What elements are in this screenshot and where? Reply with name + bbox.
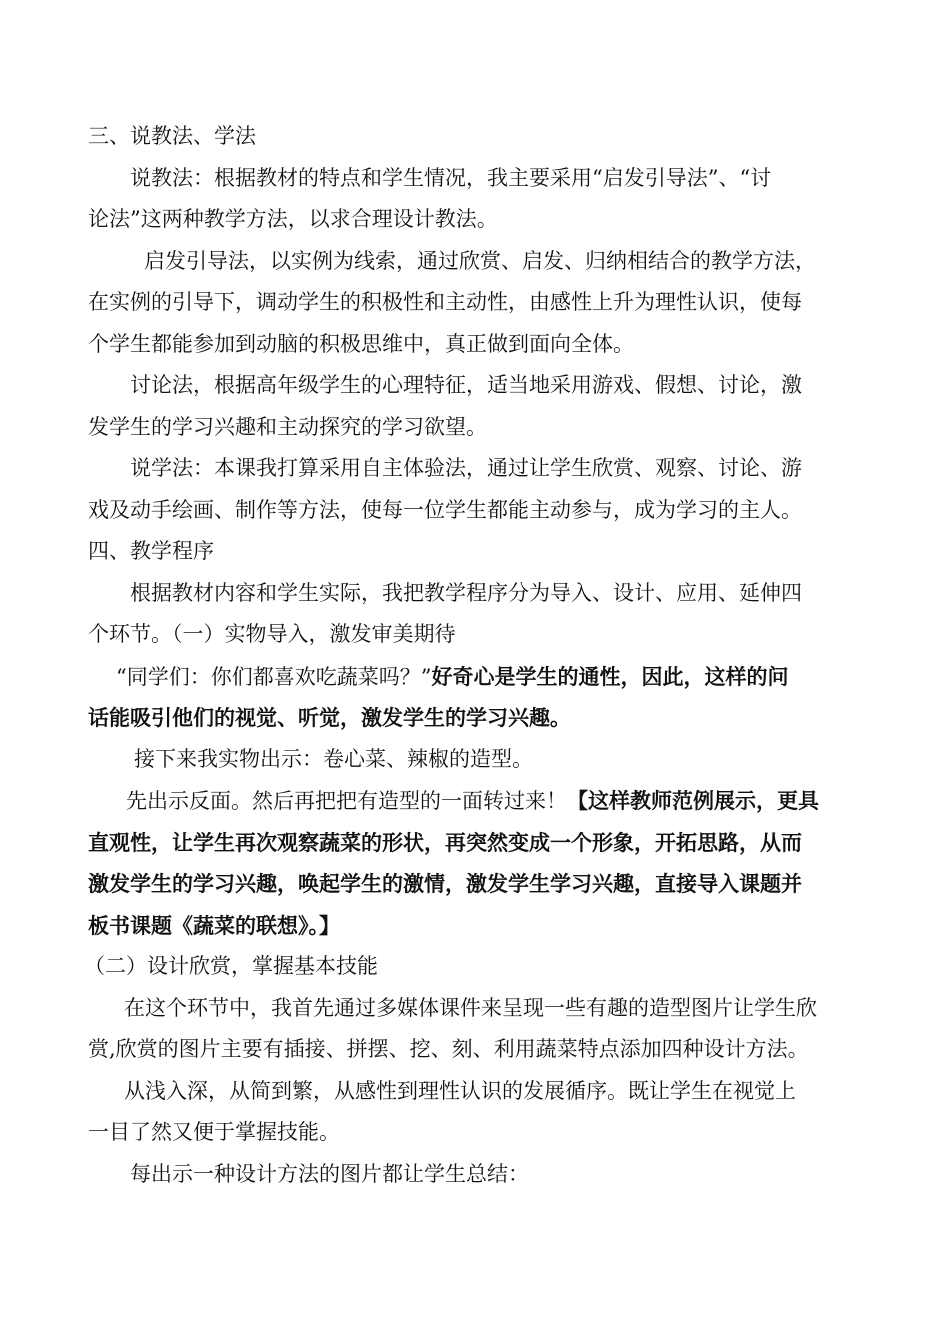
paragraph-line (88, 780, 864, 822)
paragraph-line: 一目了然又便于掌握技能。 (88, 1120, 340, 1144)
emphasis-text: 好奇心是学生的通性，因此，这样的问 (431, 663, 789, 689)
paragraph-line: 戏及动手绘画、制作等方法，使每一位学生都能主动参与，成为学习的主人。 (88, 497, 802, 522)
paragraph-line: 根据教材内容和学生实际，我把教学程序分为导入、设计、应用、延伸四 (130, 580, 802, 605)
paragraph-line: 个学生都能参加到动脑的积极思维中，真正做到面向全体。 (88, 331, 634, 356)
section-heading-3: 三、说教法、学法 (88, 124, 256, 148)
paragraph-line: 说学法：本课我打算采用自主体验法，通过让学生欣赏、观察、讨论、游 (130, 456, 802, 480)
emphasis-text: 【这样教师范例展示，更具 (567, 788, 819, 813)
document-body (84, 116, 864, 1195)
paragraph-line: 讨论法，根据高年级学生的心理特征，适当地采用游戏、假想、讨论，激 (130, 373, 802, 397)
paragraph-line: 个环节。（一）实物导入，激发审美期待 (88, 622, 456, 646)
paragraph-line: 启发引导法，以实例为线索，通过欣赏、启发、归纳相结合的教学方法， (144, 248, 816, 273)
plain-text: 先出示反面。然后再把把有造型的一面转过来！ (126, 789, 567, 813)
paragraph-line (88, 656, 864, 698)
section-heading-4: 四、教学程序 (88, 539, 214, 563)
paragraph-line: 在实例的引导下，调动学生的积极性和主动性，由感性上升为理性认识，使每 (88, 290, 802, 314)
emphasis-line: 直观性，让学生再次观察蔬菜的形状，再突然变成一个形象，开拓思路，从而 (88, 829, 802, 855)
subsection-heading: （二）设计欣赏，掌握基本技能 (84, 954, 378, 978)
emphasis-line: 板书课题《蔬菜的联想》。】 (88, 912, 340, 938)
emphasis-line: 激发学生的学习兴趣，唤起学生的激情，激发学生学习兴趣，直接导入课题并 (88, 871, 802, 896)
paragraph-line: 赏,欣赏的图片主要有插接、拼摆、挖、刻、利用蔬菜特点添加四种设计方法。 (88, 1037, 809, 1061)
paragraph-line: 说教法：根据教材的特点和学生情况，我主要采用“启发引导法”、“讨 (130, 165, 772, 190)
paragraph-line: 发学生的学习兴趣和主动探究的学习欲望。 (88, 414, 487, 439)
paragraph-line: 每出示一种设计方法的图片都让学生总结： (130, 1161, 529, 1186)
paragraph-line: 从浅入深，从简到繁，从感性到理性认识的发展循序。既让学生在视觉上 (124, 1078, 796, 1103)
paragraph-line: 在这个环节中，我首先通过多媒体课件来呈现一些有趣的造型图片让学生欣 (124, 995, 817, 1020)
paragraph-line: 论法”这两种教学方法，以求合理设计教法。 (88, 207, 498, 231)
paragraph-line: 接下来我实物出示：卷心菜、辣椒的造型。 (134, 746, 533, 771)
emphasis-line: 话能吸引他们的视觉、听觉，激发学生的学习兴趣。 (88, 705, 571, 730)
quote-text: “同学们：你们都喜欢吃蔬菜吗？” (116, 664, 432, 689)
